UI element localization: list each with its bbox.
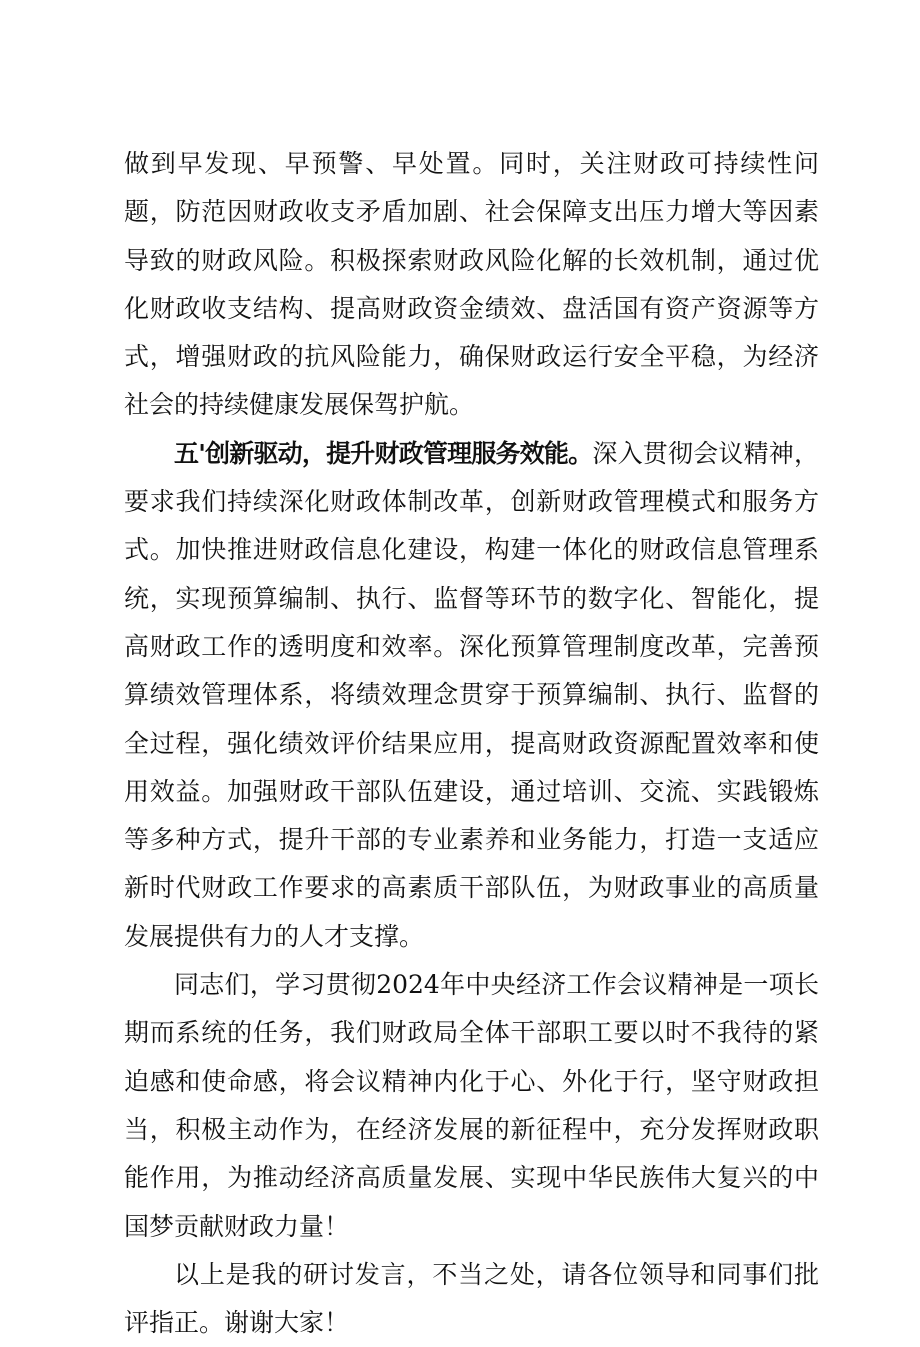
paragraph-text: 深入贯彻会议精神，要求我们持续深化财政体制改革，创新财政管理模式和服务方式。加快推进财政信息化建设，构建一体化的财政信息管理系统，实现预算编制、执行、监督等环节的数字化、智能化，提高财政工作的透明度和效率。深化预算管理制度改革，完善预算绩效管理体系，将绩效理念贯穿于预算编制、执行、监督的全过程，强化绩效评价结果应用，提高财政资源配置效率和使用效益。加强财政干部队伍建设，通过培训、交流、实践锻炼等多种方式，提升干部的专业素养和业务能力，打造一支适应新时代财政工作要求的高素质干部队伍，为财政事业的高质量发展提供有力的人才支撑。 xyxy=(124,438,819,951)
paragraph-text: 以上是我的研讨发言，不当之处，请各位领导和同事们批评指正。谢谢大家！ xyxy=(124,1259,819,1338)
document-body xyxy=(124,140,819,1347)
paragraph-continuation xyxy=(124,140,819,430)
paragraph-conclusion xyxy=(124,961,819,1251)
section-heading: 五'创新驱动，提升财政管理服务效能。 xyxy=(174,438,593,468)
paragraph-closing xyxy=(124,1251,819,1347)
paragraph-section-five xyxy=(124,430,819,961)
paragraph-text: 做到早发现、早预警、早处置。同时，关注财政可持续性问题，防范因财政收支矛盾加剧、社会保障支出压力增大等因素导致的财政风险。积极探索财政风险化解的长效机制，通过优化财政收支结构、提高财政资金绩效、盘活国有资产资源等方式，增强财政的抗风险能力，确保财政运行安全平稳，为经济社会的持续健康发展保驾护航。 xyxy=(124,149,819,420)
paragraph-text: 同志们，学习贯彻2024年中央经济工作会议精神是一项长期而系统的任务，我们财政局全体干部职工要以时不我待的紧迫感和使命感，将会议精神内化于心、外化于行，坚守财政担当，积极主动作为，在经济发展的新征程中，充分发挥财政职能作用，为推动经济高质量发展、实现中华民族伟大复兴的中国梦贡献财政力量！ xyxy=(124,970,819,1241)
